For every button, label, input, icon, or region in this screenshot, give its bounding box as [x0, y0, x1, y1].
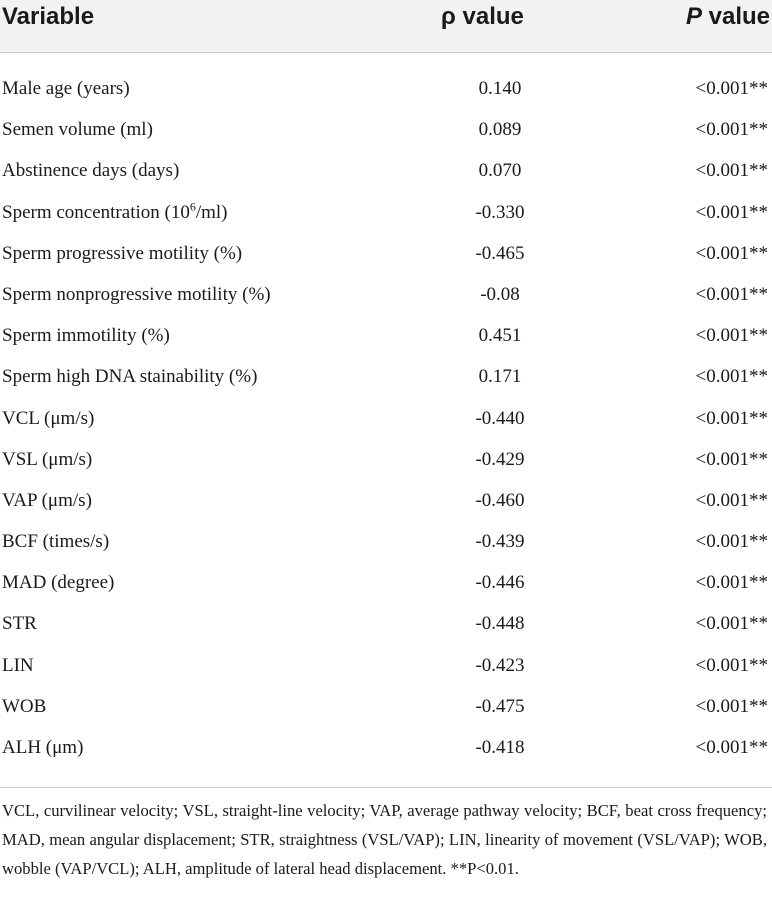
variable-cell: MAD (degree): [2, 572, 115, 594]
rho-cell: 0.171: [478, 366, 522, 388]
variable-cell: Sperm progressive motility (%): [2, 242, 243, 264]
p-value-cell: <0.001**: [695, 695, 768, 717]
variable-cell: Sperm nonprogressive motility (%): [2, 283, 271, 305]
table-footnote: VCL, curvilinear velocity; VSL, straight-line velocity; VAP, average pathway velocity; BCF, beat cross frequency; MAD, mean angular displacement; STR, straightness (VSL/VAP); LIN, linearity of movement (VSL/VAP); WOB, wobble (VAP/VCL); ALH, amplitude of lateral head displacement. **P<0.01.: [2, 801, 767, 878]
table-row: [0, 315, 772, 356]
p-value-cell: <0.001**: [695, 654, 768, 676]
rho-cell: -0.330: [475, 201, 525, 223]
rho-cell: -0.08: [480, 283, 520, 305]
p-value-cell: <0.001**: [695, 283, 768, 305]
header-p-italic: P: [685, 3, 702, 30]
variable-superscript: 6: [189, 199, 196, 214]
variable-cell: ALH (μm): [2, 737, 84, 758]
p-value-cell: <0.001**: [695, 737, 768, 758]
rho-cell: -0.446: [475, 572, 525, 594]
p-value-cell: <0.001**: [695, 242, 768, 264]
variable-cell: VSL (μm/s): [2, 448, 93, 470]
p-value-cell: <0.001**: [695, 78, 768, 99]
table-row: [0, 480, 772, 521]
variable-cell: Sperm immotility (%): [2, 325, 170, 347]
variable-cell: WOB: [2, 695, 47, 717]
table-row: [0, 398, 772, 439]
p-value-cell: <0.001**: [695, 572, 768, 594]
table-row: [0, 439, 772, 480]
table-header: [0, 0, 772, 53]
table-row: [0, 109, 772, 150]
table-row: [0, 150, 772, 191]
rho-cell: -0.465: [475, 242, 525, 264]
rho-cell: -0.460: [475, 489, 525, 511]
variable-cell: Abstinence days (days): [2, 160, 180, 182]
variable-cell: Semen volume (ml): [2, 119, 153, 141]
p-value-cell: <0.001**: [695, 448, 768, 470]
variable-cell: VAP (μm/s): [2, 489, 92, 511]
table-body: [0, 53, 772, 768]
header-p-rest: value: [701, 3, 770, 30]
table-row: [0, 192, 772, 233]
p-value-cell: <0.001**: [695, 613, 768, 635]
variable-cell: STR: [2, 613, 37, 635]
table-row: [0, 686, 772, 727]
rho-cell: 0.140: [478, 78, 522, 99]
p-value-cell: <0.001**: [695, 366, 768, 388]
rho-cell: -0.439: [475, 531, 525, 553]
variable-cell: [2, 192, 228, 233]
footer-divider: [0, 787, 772, 788]
rho-cell: -0.429: [475, 448, 525, 470]
rho-cell: -0.423: [475, 654, 525, 676]
p-value-cell: <0.001**: [695, 489, 768, 511]
variable-cell: BCF (times/s): [2, 531, 110, 553]
p-value-cell: <0.001**: [695, 201, 768, 223]
header-p-value: [686, 0, 770, 34]
p-value-cell: <0.001**: [695, 160, 768, 182]
rho-cell: -0.418: [475, 737, 525, 758]
header-rho-value: ρ value: [441, 3, 524, 30]
table-row: [0, 356, 772, 397]
p-value-cell: <0.001**: [695, 407, 768, 429]
p-value-cell: <0.001**: [695, 531, 768, 553]
table-row: [0, 645, 772, 686]
rho-cell: -0.475: [475, 695, 525, 717]
table-row: [0, 603, 772, 644]
rho-cell: 0.089: [478, 119, 522, 141]
table-row: [0, 233, 772, 274]
variable-text-post: /ml): [195, 201, 228, 223]
variable-text-pre: Sperm concentration (10: [2, 201, 190, 223]
rho-cell: 0.070: [478, 160, 522, 182]
variable-cell: LIN: [2, 654, 34, 676]
p-value-cell: <0.001**: [695, 119, 768, 141]
table-row: [0, 521, 772, 562]
table-row: [0, 562, 772, 603]
p-value-cell: <0.001**: [695, 325, 768, 347]
variable-cell: Male age (years): [2, 78, 130, 99]
rho-cell: -0.440: [475, 407, 525, 429]
rho-cell: -0.448: [475, 613, 525, 635]
variable-cell: Sperm high DNA stainability (%): [2, 366, 258, 388]
rho-cell: 0.451: [478, 325, 522, 347]
header-variable: Variable: [2, 3, 95, 30]
variable-cell: VCL (μm/s): [2, 407, 95, 429]
table-row: [0, 68, 772, 109]
table-row: [0, 727, 772, 768]
table-row: [0, 274, 772, 315]
